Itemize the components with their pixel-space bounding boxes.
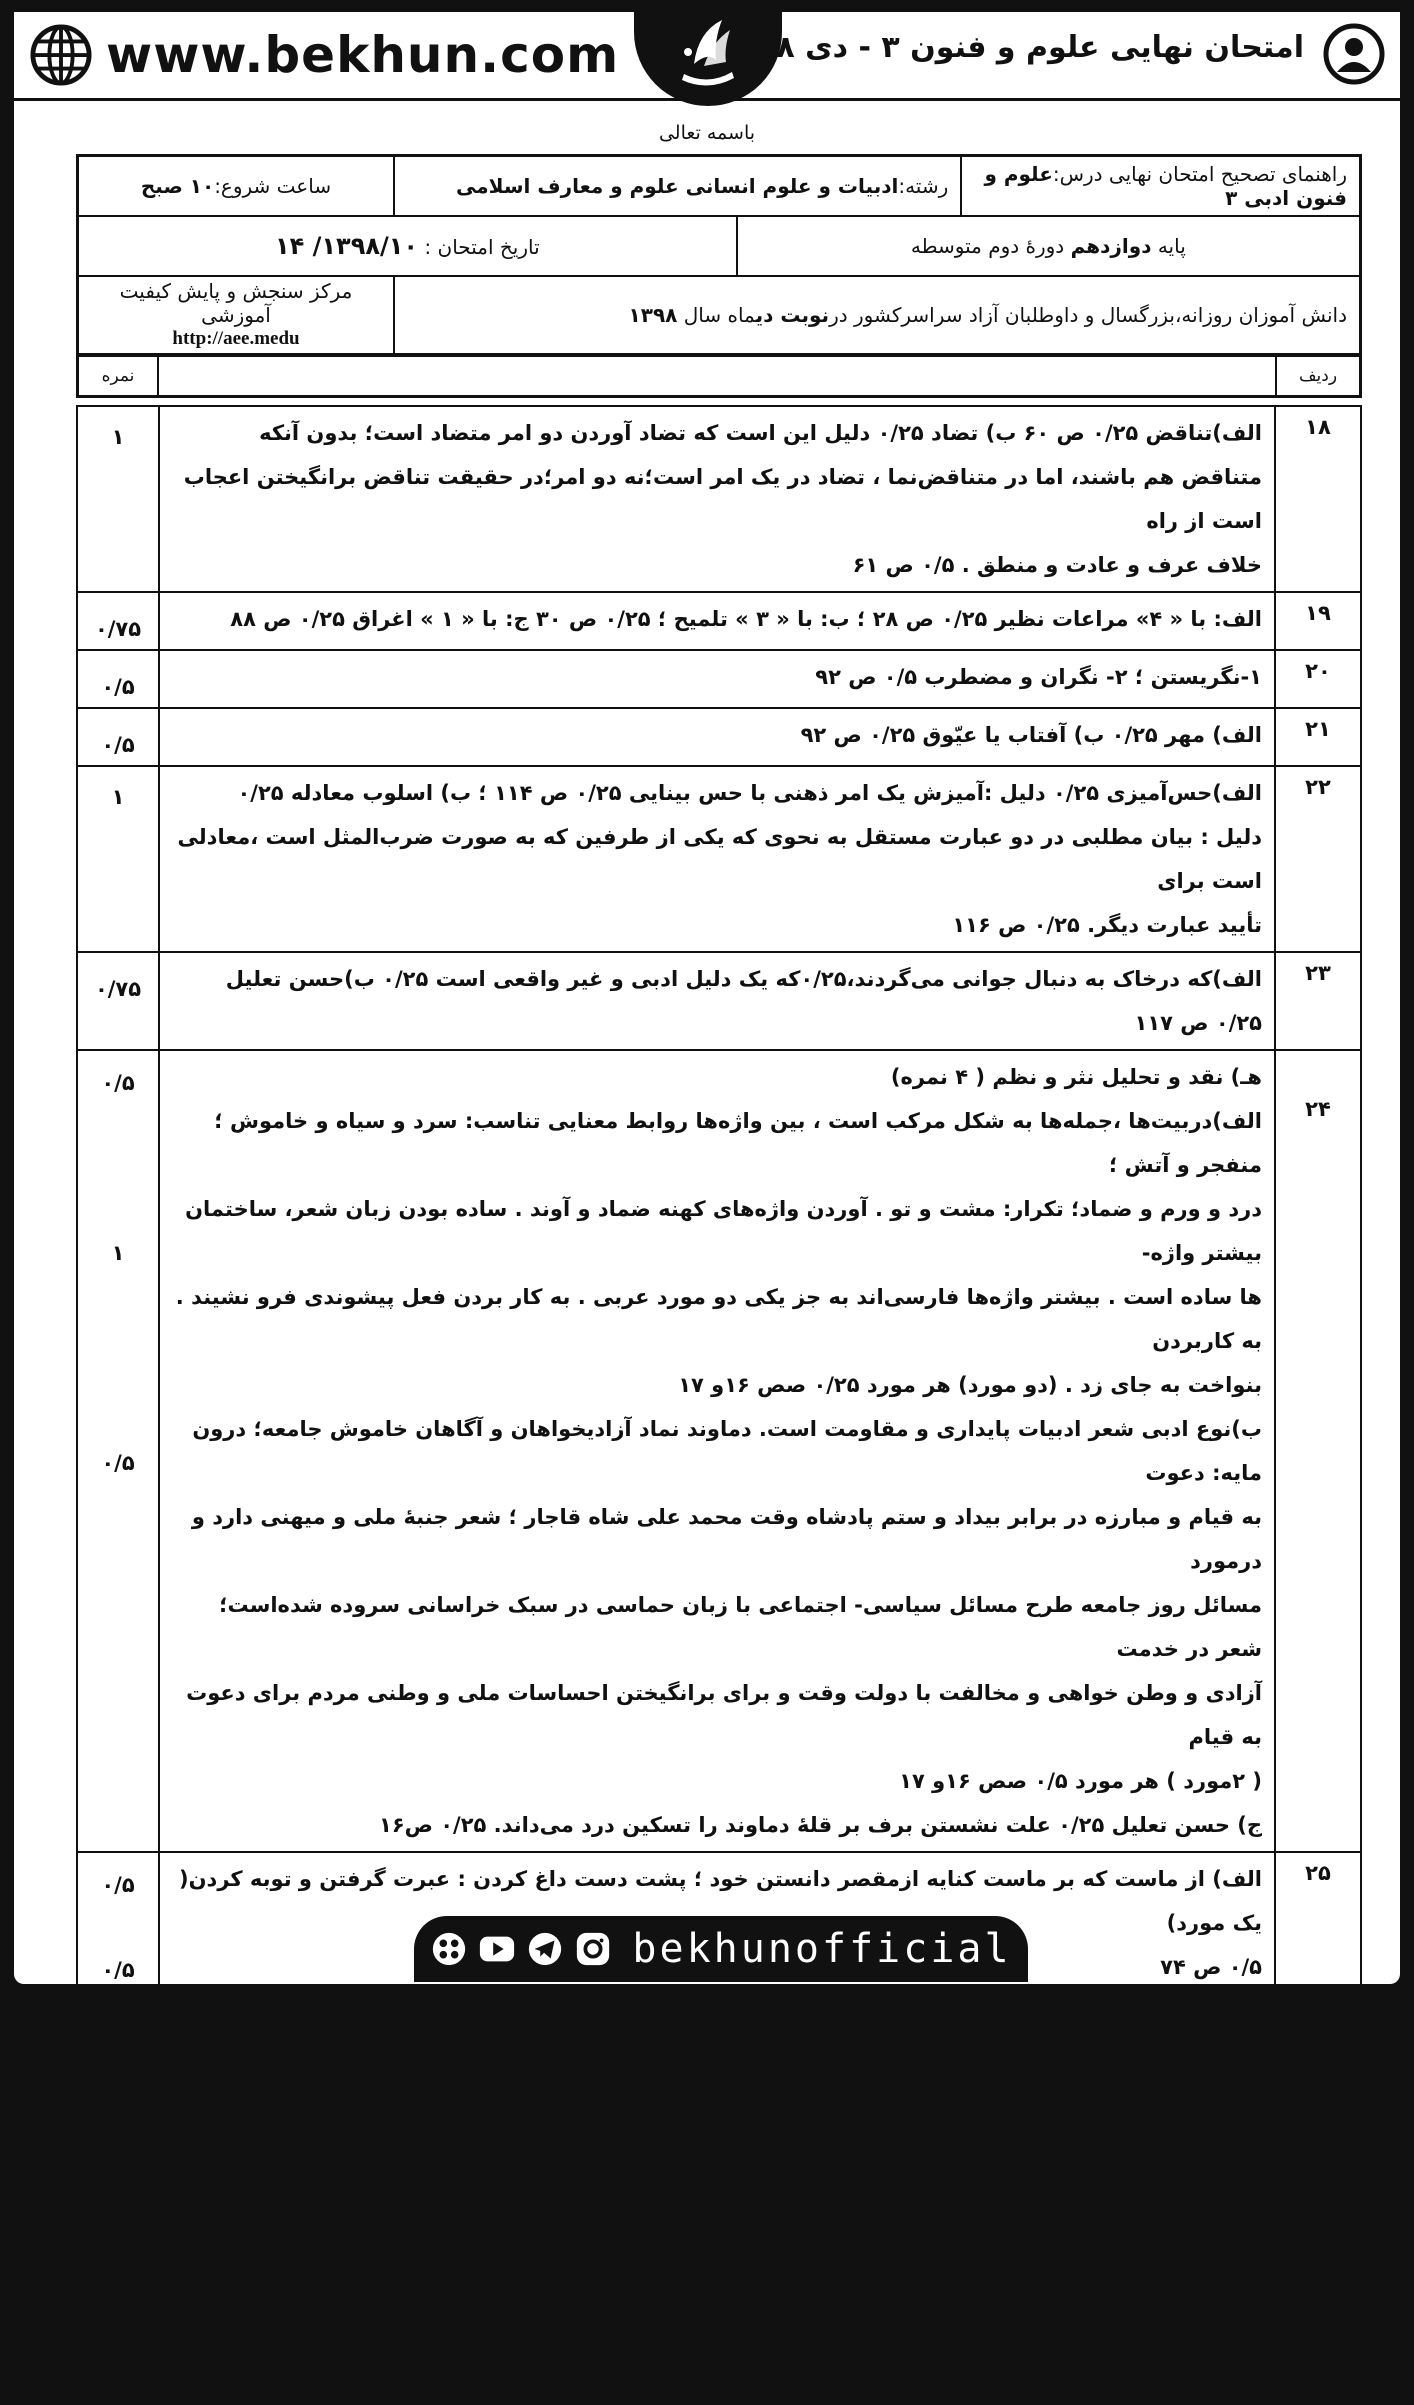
score-column-label: نمره	[78, 356, 159, 397]
exam-info-table	[76, 154, 1362, 356]
aparat-icon[interactable]	[430, 1930, 468, 1968]
final-row	[77, 2346, 1361, 2404]
total-score: ۲۰	[77, 2346, 159, 2404]
score-value: ۰/۵	[101, 1451, 135, 1475]
row-number: ۱۸	[1275, 406, 1361, 592]
answer-text	[159, 406, 1275, 592]
field-cell	[394, 156, 961, 217]
score-cell	[77, 952, 159, 1050]
row-number: ۱۹	[1275, 592, 1361, 650]
score-cell	[77, 592, 159, 650]
answer-line: هـ) نقد و تحلیل نثر و نظم ( ۴ نمره)	[890, 1065, 1262, 1089]
globe-icon	[30, 24, 92, 86]
final-row-number	[1275, 2346, 1361, 2404]
answer-line: بنواخت به جای زد . (دو مورد) هر مورد ۰/۲۵ صص ۱۶و ۱۷	[678, 1373, 1262, 1397]
answer-line: الف)حس‌آمیزی ۰/۲۵ دلیل :آمیزش یک امر ذهنی با حس بینایی ۰/۲۵ ص ۱۱۴ ؛ ب) اسلوب معادله ۰/۲۵	[237, 781, 1262, 805]
site-link[interactable]	[30, 20, 619, 90]
start-time: ۱۰ صبح	[140, 174, 215, 198]
answer-line: خلاف عرف و عادت و منطق . ۰/۵ ص ۶۱	[852, 553, 1262, 577]
score-value: ۰/۵	[101, 1873, 135, 1897]
answer-line: ۱-نگریستن ؛ ۲- نگران و مضطرب ۰/۵ ص ۹۲	[815, 665, 1262, 689]
row-number: ۲۱	[1275, 708, 1361, 766]
score-value: ۱	[111, 2043, 125, 2067]
start-cell	[78, 156, 395, 217]
center-cell	[78, 276, 395, 355]
bekhun-logo	[664, 12, 752, 92]
answer-line: عامیانه و متداول در نثرهمان دوره است مانند: دست چلاق شده ، پشت دست داغ کردن ، و کلام را به طبع خوانندگان	[192, 2131, 1262, 2199]
answer-text	[159, 952, 1275, 1050]
answer-row	[77, 406, 1361, 592]
closing-note: "درپایان، نظر همکاران گرامی در بخش نقد و تحلیل نظم و نثر صا ئب ا ست"	[159, 2346, 1275, 2404]
answer-line: ها ساده است . بیشتر واژه‌ها فارسی‌اند به جز یکی دو مورد عربی . به کار بردن فعل پیشوندی فرو نشیند . به کاربردن	[175, 1285, 1262, 1353]
score-cell	[77, 708, 159, 766]
user-icon[interactable]	[1322, 22, 1386, 86]
instagram-icon[interactable]	[574, 1930, 612, 1968]
row-number: ۲۵	[1275, 1852, 1361, 2346]
grade-bold: دوازدهم	[1070, 234, 1152, 258]
score-value: ۰/۷۵	[94, 977, 142, 1001]
answer-line: مسائل روز جامعه طرح مسائل سیاسی- اجتماعی با زبان حماسی در سبک خراسانی سروده شده‌است؛ شعر در خدمت	[219, 1593, 1262, 1661]
score-value: ۱	[111, 785, 125, 809]
score-value: ۰/۷۵	[94, 617, 142, 641]
score-value: ۰/۵	[101, 1071, 135, 1095]
answer-row	[77, 952, 1361, 1050]
score-cell	[77, 406, 159, 592]
page	[14, 12, 1400, 2387]
guide-label: راهنمای تصحیح امتحان نهایی درس:	[1052, 162, 1347, 186]
exam-date: ۱۳۹۸/۱۰/ ۱۴	[274, 232, 419, 260]
date-label: تاریخ امتحان :	[424, 235, 540, 259]
year-text: ماه سال	[683, 303, 756, 327]
center-name: مرکز سنجش و پایش کیفیت آموزشی	[119, 279, 353, 327]
answers-table	[76, 405, 1362, 2405]
students-cell	[394, 276, 1361, 355]
answer-line: الف) از ماست که بر ماست کنایه ازمقصر دانستن خود ؛ پشت دست داغ کردن : عبرت گرفتن و توبه کردن( یک مورد)	[179, 1867, 1262, 1935]
answer-column	[158, 356, 1276, 397]
youtube-icon[interactable]	[478, 1930, 516, 1968]
score-value: ۰/۵	[101, 675, 135, 699]
start-label: ساعت شروع:	[214, 174, 332, 198]
grade-cell	[737, 216, 1361, 276]
answer-text	[159, 650, 1275, 708]
answer-text	[159, 708, 1275, 766]
answer-line: ( ۲مورد ) هر مورد ۰/۵ صص ۱۶و ۱۷	[899, 1769, 1262, 1793]
row-number: ۲۳	[1275, 952, 1361, 1050]
site-url[interactable]: www.bekhun.com	[106, 26, 620, 84]
social-footer	[414, 1916, 1028, 1982]
answer-text	[159, 766, 1275, 952]
field-name: ادبیات و علوم انسانی علوم و معارف اسلامی	[456, 174, 899, 198]
answer-line: الف)دربیت‌ها ،جمله‌ها به شکل مرکب است ، بین واژه‌ها روابط معنایی تناسب: سرد و سیاه و خاموش ؛ منفجر و آتش ؛	[214, 1109, 1262, 1177]
answer-line: الف)تناقض ۰/۲۵ ص ۶۰ ب) تضاد ۰/۲۵ دلیل این است که تضاد آوردن دو امر متضاد است؛ بدون آنکه	[259, 421, 1262, 445]
row-number: ۲۲	[1275, 766, 1361, 952]
answer-line: ۰/۵ ص ۷۴	[1160, 1955, 1262, 1979]
score-cell	[77, 1050, 159, 1852]
date-cell	[78, 216, 737, 276]
telegram-icon[interactable]	[526, 1930, 564, 1968]
answer-line: الف: با « ۴» مراعات نظیر ۰/۲۵ ص ۲۸ ؛ ب: با « ۳ » تلمیح ؛ ۰/۲۵ ص ۳۰ ج: با « ۱ » اغراق ۰/۲۵ ص ۸۸	[230, 607, 1262, 631]
answer-line: درد و ورم و ضماد؛ تکرار: مشت و تو . آوردن واژه‌های کهنه ضماد و آوند . ساده بودن زبان شعر، ساختمان بیشتر واژه-	[185, 1197, 1262, 1265]
row-number: ۲۴	[1275, 1050, 1361, 1852]
header-bar	[14, 12, 1400, 101]
score-cell	[77, 1852, 159, 2346]
exam-title: امتحان نهایی علوم و فنون ۳ - دی ۹۸	[758, 30, 1304, 65]
bismillah: باسمه تعالی	[658, 122, 756, 144]
grade-suffix: دورهٔ دوم متوسطه	[910, 234, 1065, 258]
field-label: رشته:	[898, 174, 949, 198]
course-cell	[961, 156, 1360, 217]
answer-line: دلیل : بیان مطلبی در دو عبارت مستقل به نحوی که یکی از طرفین که به صورت ضرب‌المثل است ،معادلی است برای	[177, 825, 1262, 893]
answer-row	[77, 592, 1361, 650]
row-column-label: ردیف	[1276, 356, 1361, 397]
answer-text	[159, 592, 1275, 650]
score-cell	[77, 766, 159, 952]
answer-row	[77, 650, 1361, 708]
score-value: ۱	[111, 425, 125, 449]
answer-line: الف)که درخاک به دنبال جوانی می‌گردند،۰/۲۵که یک دلیل ادبی و غیر واقعی است ۰/۲۵ ب)حسن تعلیل ۰/۲۵ ص ۱۱۷	[225, 967, 1262, 1035]
answer-line: متناقض هم باشند، اما در متناقض‌نما ، تضاد در یک امر است؛نه دو امر؛در حقیقت تناقض برانگیختن اعجاب است از راه	[183, 465, 1262, 533]
answer-row	[77, 1050, 1361, 1852]
grade-prefix: پایه	[1157, 234, 1186, 258]
answer-row	[77, 766, 1361, 952]
answer-line: ج) حسن تعلیل ۰/۲۵ علت نشستن برف بر قلهٔ دماوند را تسکین درد می‌داند. ۰/۲۵ ص۱۶	[379, 1813, 1262, 1837]
exam-year: ۱۳۹۸	[628, 303, 678, 327]
answer-line: الف) مهر ۰/۲۵ ب) آفتاب یا عیّوق ۰/۲۵ ص ۹۲	[800, 723, 1262, 747]
score-value: ۰/۵	[101, 733, 135, 757]
answer-line: به قیام و مبارزه در برابر بیداد و ستم پادشاه وقت محمد علی شاه قاجار ؛ شعر جنبهٔ ملی و میهنی دارد و درمورد	[191, 1505, 1262, 1573]
answer-line: تأیید عبارت دیگر. ۰/۲۵ ص ۱۱۶	[952, 913, 1262, 937]
course-name: علوم و فنون ادبی ۳	[984, 162, 1347, 210]
answer-row	[77, 708, 1361, 766]
center-url[interactable]: http://aee.medu	[172, 328, 300, 349]
answer-line: ب)نوع ادبی شعر ادبیات پایداری و مقاومت است. دماوند نماد آزادیخواهان و آگاهان خاموش جامعه؛ درون مایه: دعوت	[192, 1417, 1262, 1485]
score-value: ۱	[111, 1241, 125, 1265]
column-header	[76, 354, 1362, 398]
answer-text	[159, 1050, 1275, 1852]
answer-line: آزادی و وطن خواهی و مخالفت با دولت وقت و برای برانگیختن احساسات ملی و وطنی مردم برای دعوت به قیام	[186, 1681, 1262, 1749]
answer-line: العابدین مراغه‌ای و دهخدا رفته‌است. ( ۲ مورد ) هر مورد ۰/۵ ص ۷۴	[575, 2307, 1262, 2331]
score-value: ۰/۵	[101, 1958, 135, 1982]
session-bold: نوبت دی	[755, 303, 830, 327]
footer-handle[interactable]: bekhunofficial	[632, 1926, 1012, 1972]
answer-line: نزدیک کرده‌است. درون مایه طنزمانند: لباس نودوز خودم را با مایحتوی بیرون انداخته‌بودم . به راه کسانی چون زین	[188, 2219, 1262, 2287]
answer-line: د) قالب متن داستان است . به محتوا توجّه دارد و در نقد تظاهر و دورویی است . سبک نویسندگی و کاربرد واژگان	[181, 2043, 1262, 2111]
students-text: دانش آموزان روزانه،بزرگسال و داوطلبان آزاد سراسرکشور در	[829, 303, 1347, 327]
score-cell	[77, 650, 159, 708]
answer-line: ب) « از ماست که بر ماست » ۰/۲۵ ج) جناس ناقص ۰/۲۵ ص ۷۴	[619, 1999, 1262, 2023]
row-number: ۲۰	[1275, 650, 1361, 708]
